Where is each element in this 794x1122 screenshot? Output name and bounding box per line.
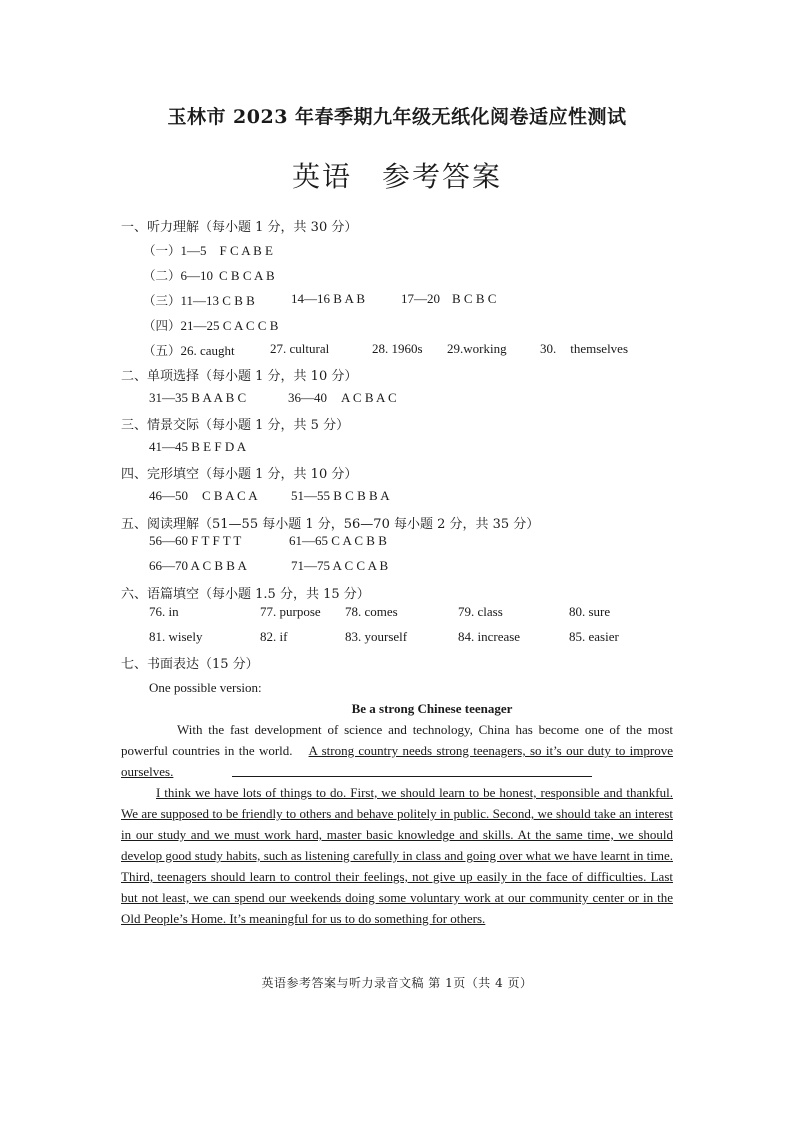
essay-paragraph-2: I think we have lots of things to do. First, we should learn to be honest, responsible and thankful. We are supposed to be friendly to others and behave politely in public. Second, we should take an interest in our study and we must work hard, master basic knowledge and skills. At the same time, we should develop good study habits, such as listening carefully in class and going over what we have learnt in time. Third, teenagers should learn to control their feelings, not give up easily in the face of difficulties. Last but not least, we can spend our weekends doing some voluntary work at our community center or in the Old People’s Home. It’s meaningful for us to do something for others. [121,785,673,926]
part-1-answers [143,241,273,259]
answer-item: 84. increase [458,629,521,644]
answers: 51—55 B C B B A [291,488,390,503]
essay-text: With the fast development of science and technology, China has become one of the most powerful countries in the world. [121,722,673,758]
answers: 61—65 C A C B B [289,533,387,548]
version-label: One possible version: [149,680,262,695]
answer-item: 29.working [447,341,507,356]
answers [401,291,496,307]
answer-item: 82. if [260,629,288,644]
answers [149,488,258,504]
answers: C B A C A [202,488,258,503]
answers [288,390,397,406]
question-range: 6—10 [180,268,214,283]
section-5-heading: 五、阅读理解（51—55 每小题 1 分，56—70 每小题 2 分，共 35 分） [121,517,540,532]
question-range: 17—20 [401,291,440,306]
answers: 66—70 A C B B A [149,558,247,573]
part-tag: （四） [143,318,181,333]
answer-item: 26. caught [180,343,235,358]
section-6-heading: 六、语篇填空（每小题 1.5 分，共 15 分） [121,587,370,602]
answers: 14—16 B A B [291,291,366,306]
question-number: 30. [540,341,557,356]
subject-label: 英语 [291,160,352,193]
answer-item: 79. class [458,604,503,619]
answer-item: 76. in [149,604,179,619]
answers: B C B C [452,291,497,306]
answers: 21—25 C A C C B [180,318,279,333]
answer-item: 83. yourself [345,629,408,644]
answer-item: 28. 1960s [372,341,423,356]
exam-title: 玉林市 2023 年春季期九年级无纸化阅卷适应性测试 [167,106,627,128]
section-7-heading: 七、书面表达（15 分） [121,657,259,672]
answer-item: 80. sure [569,604,611,619]
answer-item: 27. cultural [270,341,330,356]
underline-blank [232,776,592,777]
part-tag: （二） [143,268,181,283]
question-range: 46—50 [149,488,188,503]
answers: 56—60 F T F T T [149,533,242,548]
section-3-heading: 三、情景交际（每小题 1 分，共 5 分） [121,418,350,433]
part-2-answers [143,266,275,284]
answers: A C B A C [341,390,397,405]
answer-item: 85. easier [569,629,619,644]
document-subtitle [0,155,794,195]
section-1-heading: 一、听力理解（每小题 1 分，共 30 分） [121,220,358,235]
question-range: 36—40 [288,390,327,405]
answers: 71—75 A C C A B [291,558,389,573]
answer-item [540,341,628,357]
section-4-heading: 四、完形填空（每小题 1 分，共 10 分） [121,467,358,482]
part-tag: （一） [143,243,181,258]
answer-key-label: 参考答案 [382,160,503,193]
answer-item: 78. comes [345,604,398,619]
essay-paragraph-1 [121,719,673,782]
part-5-answers [143,341,235,359]
section-2-heading: 二、单项选择（每小题 1 分，共 10 分） [121,369,358,384]
answer-item: 81. wisely [149,629,203,644]
answers: 11—13 C B B [180,293,255,308]
answers: F C A B E [219,243,273,258]
essay-title: Be a strong Chinese teenager [351,701,513,716]
page-footer: 英语参考答案与听力录音文稿 第 1页（共 4 页） [261,976,533,990]
answers: C B C A B [219,268,275,283]
part-tag: （五） [143,343,181,358]
part-tag: （三） [143,293,181,308]
part-4-answers [143,316,278,334]
answer-word: themselves [570,341,629,356]
essay-underlined-text: A strong country needs strong teenagers, so it’s our duty to improve ourselves. [121,743,674,779]
question-range: 1—5 [180,243,207,258]
part-3-answers [143,291,255,309]
answer-item: 77. purpose [260,604,321,619]
answers: 41—45 B E F D A [149,439,247,454]
answers: 31—35 B A A B C [149,390,247,405]
